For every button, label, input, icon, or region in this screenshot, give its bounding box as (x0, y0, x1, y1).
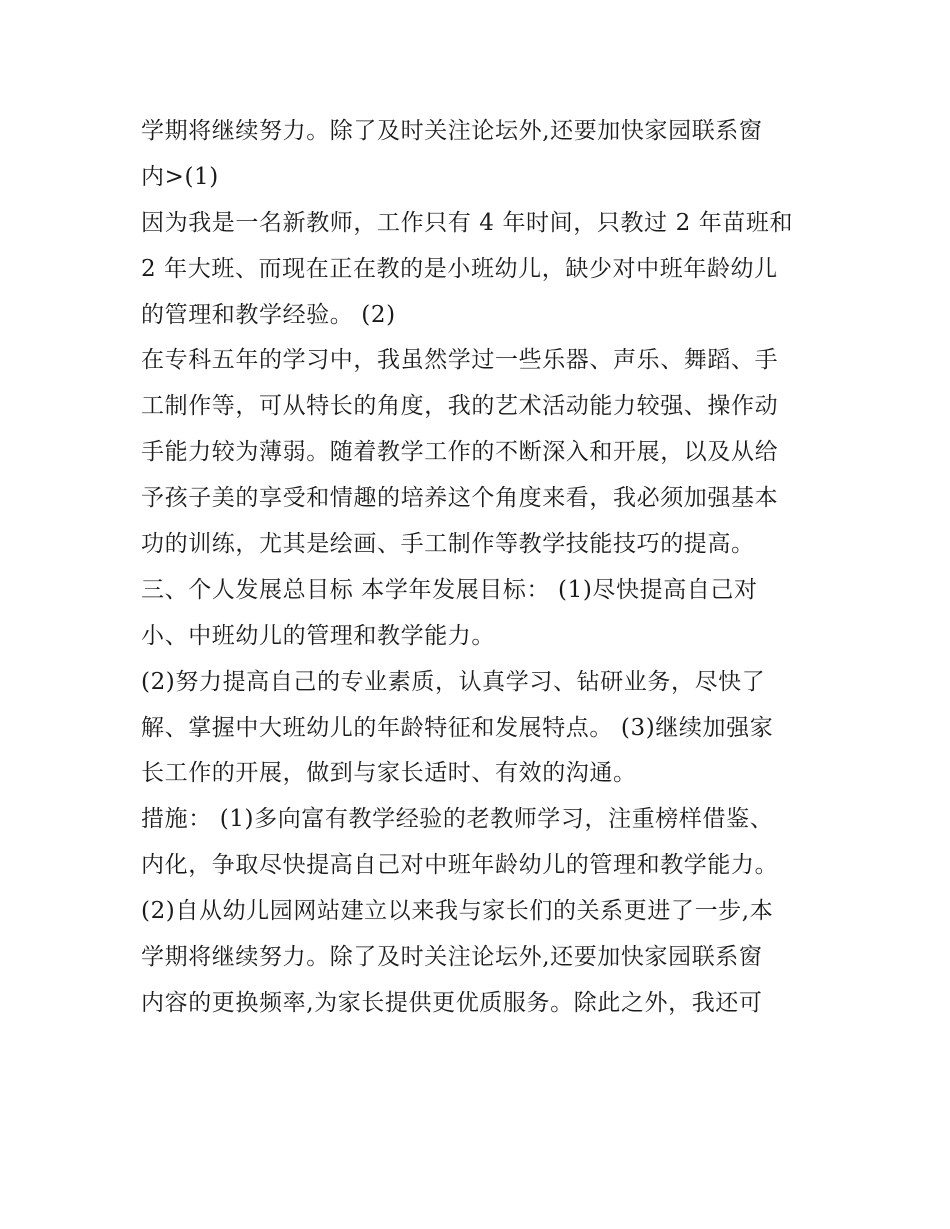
text-line: (2)努力提高自己的专业素质，认真学习、钻研业务，尽快了 (141, 668, 766, 695)
text-line: 内化，争取尽快提高自己对中班年龄幼儿的管理和教学能力。 (141, 852, 779, 879)
text-line: (2)自从幼儿园网站建立以来我与家长们的关系更进了一步,本 (141, 898, 774, 925)
text-line: 手能力较为薄弱。随着教学工作的不断深入和开展，以及从给 (141, 439, 779, 466)
text-line: 内容的更换频率,为家长提供更优质服务。除此之外，我还可 (141, 989, 763, 1016)
text-line: 因为我是一名新教师，工作只有 4 年时间，只教过 2 年苗班和 (141, 209, 794, 236)
text-line: 功的训练，尤其是绘画、手工制作等教学技能技巧的提高。 (141, 531, 755, 558)
text-line: 予孩子美的享受和情趣的培养这个角度来看，我必须加强基本 (141, 485, 779, 512)
text-line: 学期将继续努力。除了及时关注论坛外,还要加快家园联系窗 (141, 118, 763, 144)
text-line: 学期将继续努力。除了及时关注论坛外,还要加快家园联系窗 (141, 944, 763, 971)
document-page (141, 109, 821, 1027)
text-line: 长工作的开展，做到与家长适时、有效的沟通。 (141, 760, 637, 787)
text-line: 的管理和教学经验。 (2) (141, 301, 396, 328)
text-line: 解、掌握中大班幼儿的年龄特征和发展特点。 (3)继续加强家 (141, 714, 774, 741)
text-line: 在专科五年的学习中，我虽然学过一些乐器、声乐、舞蹈、手 (141, 347, 779, 374)
text-line: 工制作等，可从特长的角度，我的艺术活动能力较强、操作动 (141, 393, 779, 420)
text-line: 三、个人发展总目标 本学年发展目标： (1)尽快提高自己对 (141, 576, 758, 603)
text-line: 内>(1) (141, 163, 219, 190)
text-line: 小、中班幼儿的管理和教学能力。 (141, 622, 495, 649)
text-line: 措施： (1)多向富有教学经验的老教师学习，注重榜样借鉴、 (141, 806, 774, 833)
text-line: 2 年大班、而现在正在教的是小班幼儿，缺少对中班年龄幼儿 (141, 255, 778, 282)
